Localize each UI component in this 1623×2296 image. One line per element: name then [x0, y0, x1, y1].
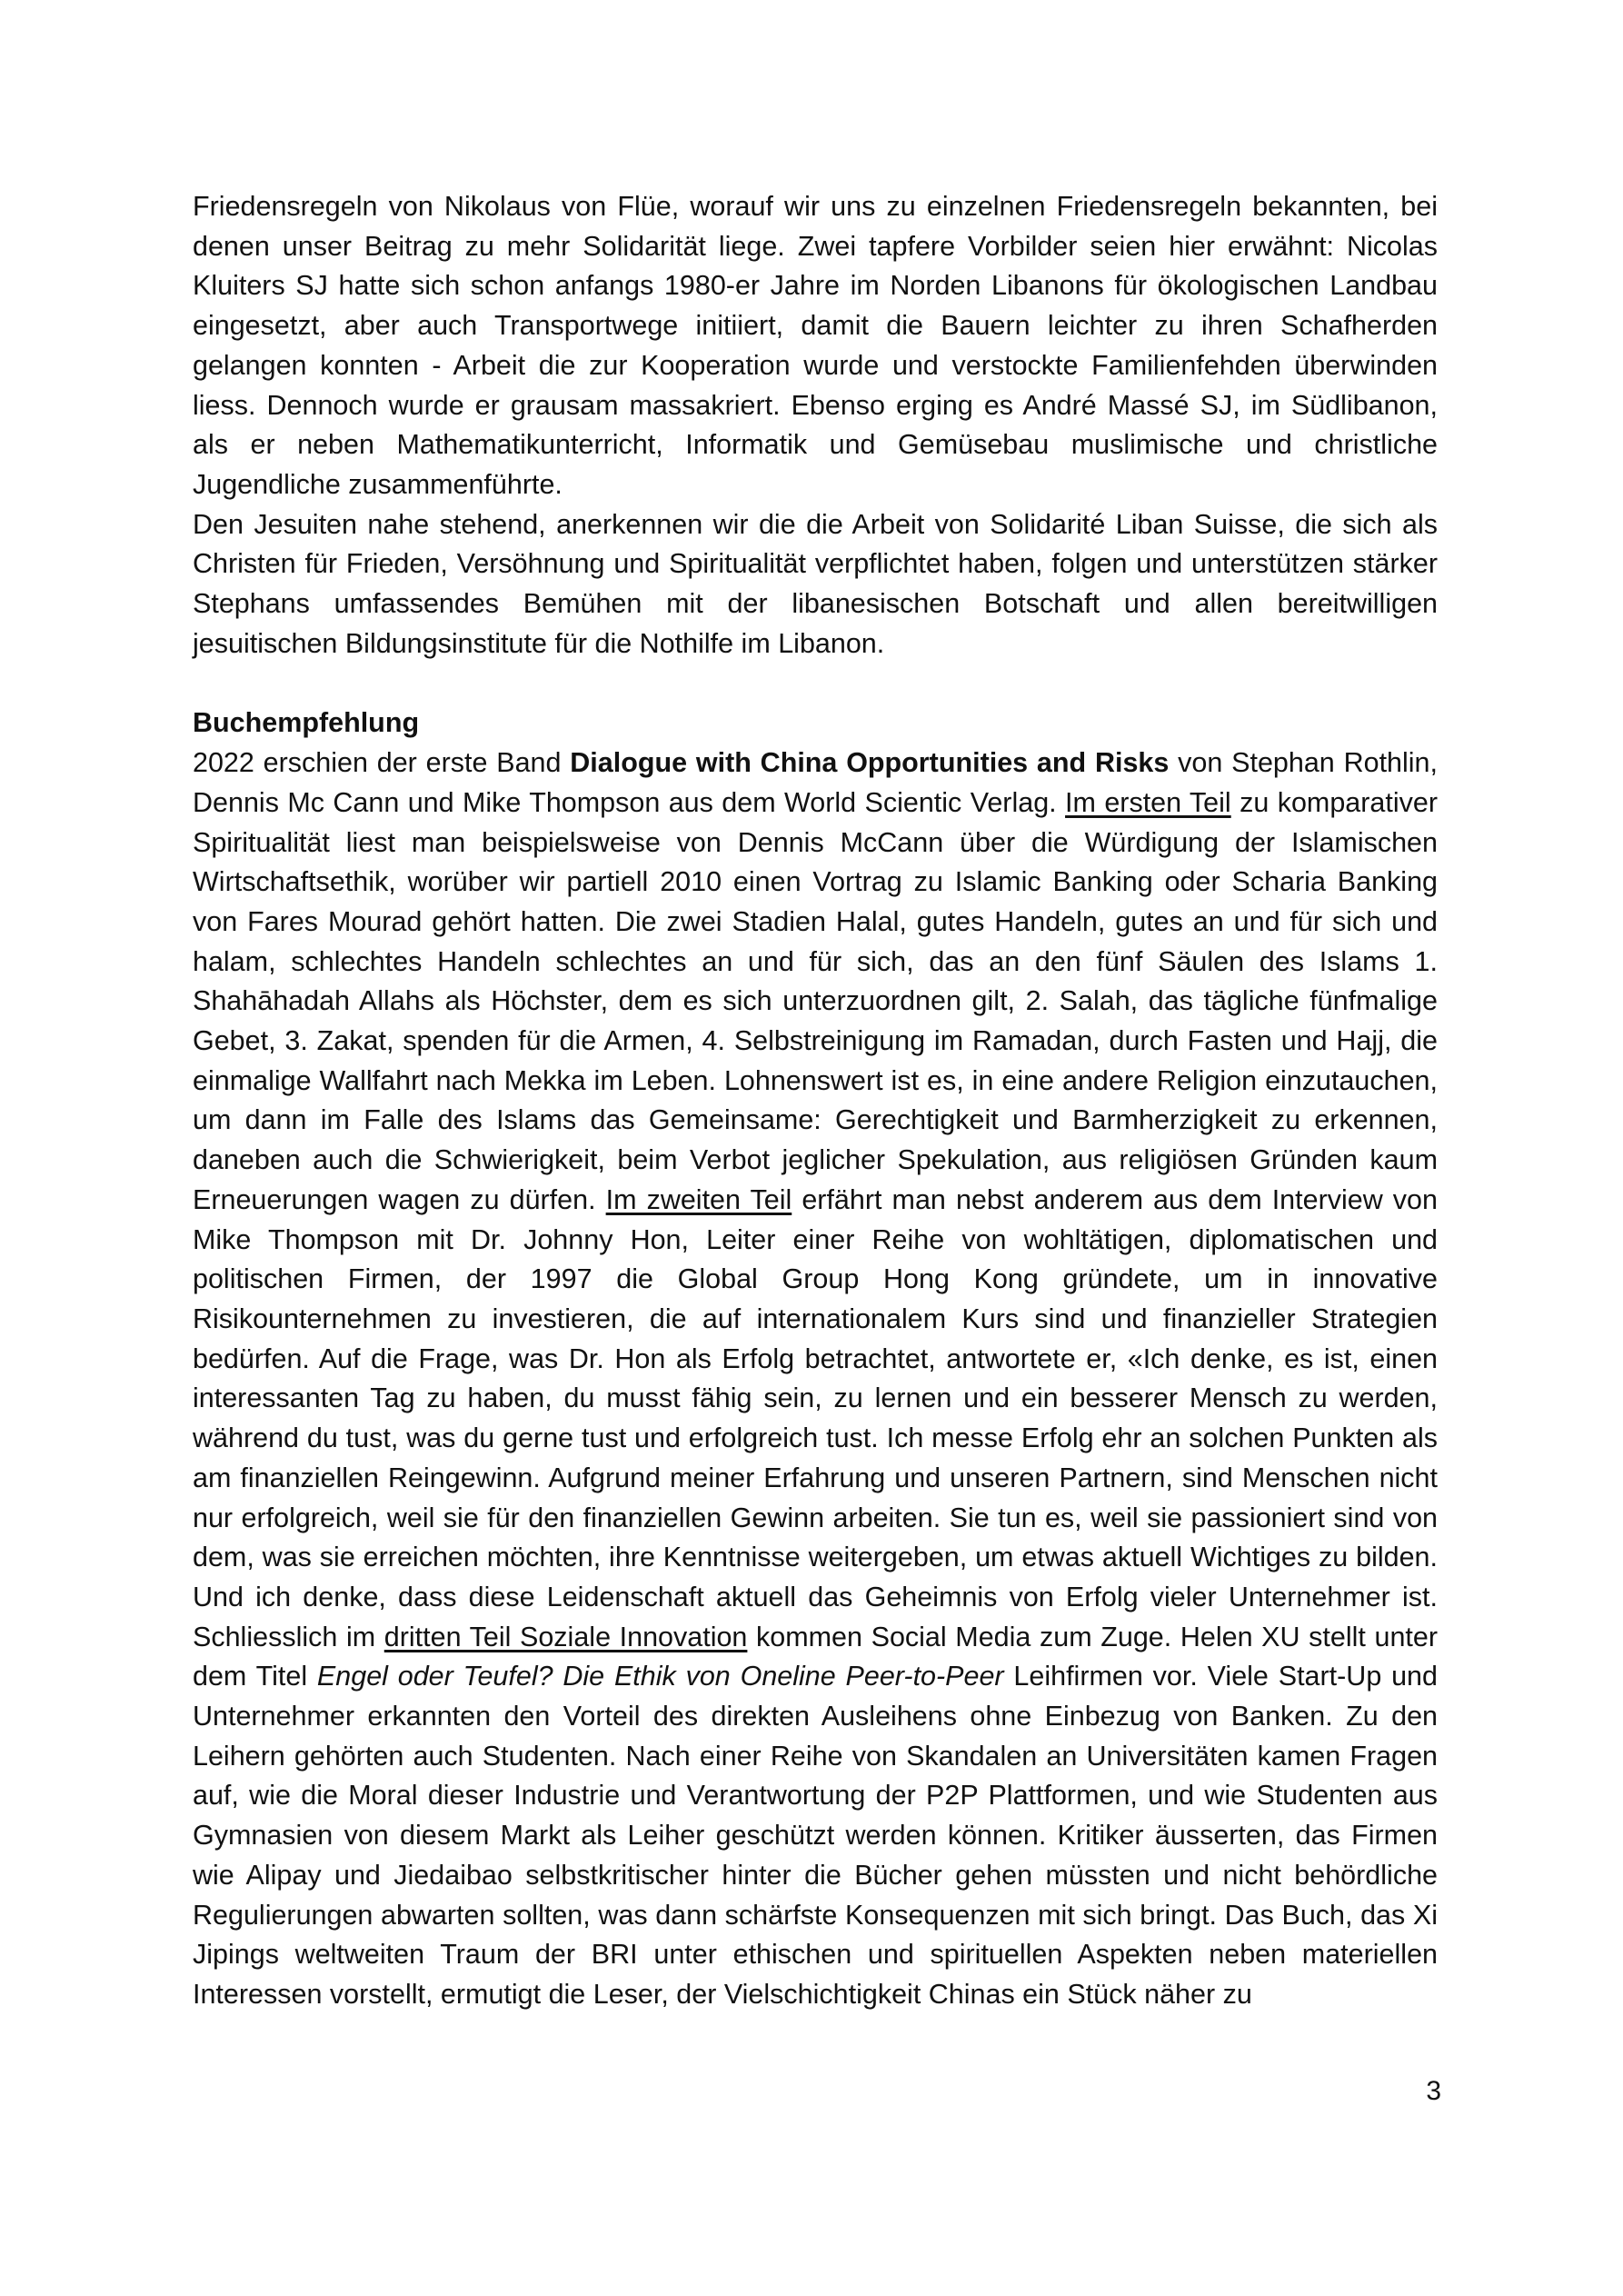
book-title: Dialogue with China Opportunities and Risks — [570, 747, 1170, 779]
text-segment: kommen Social Media zum Zuge. Helen XU stellt unter dem Titel — [193, 1621, 1439, 1692]
text-segment: 2022 erschien der erste Band — [193, 747, 571, 779]
text-segment: von Stephan Rothlin, Dennis Mc Cann und Mike Thompson aus dem World Scientic Verlag. — [193, 747, 1438, 818]
paragraph-book-recommendation — [193, 744, 1438, 2015]
underlined-part-two: Im zweiten Teil — [605, 1183, 792, 1215]
italic-article-title: Engel oder Teufel? Die Ethik von Oneline Peer-to-Peer — [316, 1661, 1004, 1692]
section-heading: Buchempfehlung — [193, 707, 420, 739]
page-number: 3 — [1426, 2076, 1441, 2106]
paragraph-jesuiten: Den Jesuiten nahe stehend, anerkennen wir die die Arbeit von Solidarité Liban Suisse, die sich als Christen für Frieden, Versöhnung und Spiritualität verpflichtet haben, folgen und unterstützen stärker Stephans umfassendes Bemühen mit der libanesischen Botschaft und allen bereitwilligen jesuitischen Bildungsinstitute für die Nothilfe im Libanon. — [193, 508, 1438, 659]
paragraph-spacer — [193, 664, 1438, 704]
page-content — [193, 187, 1438, 2015]
underlined-part-three: dritten Teil Soziale Innovation — [383, 1621, 748, 1652]
paragraph-friedensregeln: Friedensregeln von Nikolaus von Flüe, worauf wir uns zu einzelnen Friedensregeln bekannten, bei denen unser Beitrag zu mehr Solidarität liege. Zwei tapfere Vorbilder seien hier erwähnt: Nicolas Kluiters SJ hatte sich schon anfangs 1980-er Jahre im Norden Libanons für ökologischen Landbau eingesetzt, aber auch Transportwege initiiert, damit die Bauern leichter zu ihren Schafherden gelangen konnten - Arbeit die zur Kooperation wurde und verstockte Familienfehden überwinden liess. Dennoch wurde er grausam massakriert. Ebenso erging es André Massé SJ, im Südlibanon, als er neben Mathematikunterricht, Informatik und Gemüsebau muslimische und christliche Jugendliche zusammenführte. — [193, 191, 1438, 500]
text-segment: zu komparativer Spiritualität liest man beispielsweise von Dennis McCann über die Würdigung der Islamischen Wirtschaftsethik, worüber wir partiell 2010 einen Vortrag zu Islamic Banking oder Scharia Banking von Fares Mourad gehört hatten. Die zwei Stadien Halal, gutes Handeln, gutes an und für sich und halam, schlechtes Handeln schlechtes an und für sich, das an den fünf Säulen des Islams 1. Shahāhadah Allahs als Höchster, dem es sich unterzuordnen gilt, 2. Salah, das tägliche fünfmalige Gebet, 3. Zakat, spenden für die Armen, 4. Selbstreinigung im Ramadan, durch Fasten und Hajj, die einmalige Wallfahrt nach Mekka im Leben. Lohnenswert ist es, in eine andere Religion einzutauchen, um dann im Falle des Islams das Gemeinsame: Gerechtigkeit und Barmherzigkeit zu erkennen, daneben auch die Schwierigkeit, beim Verbot jeglicher Spekulation, aus religiösen Gründen kaum Erneuerungen wagen zu dürfen. — [193, 786, 1438, 1215]
text-segment: erfährt man nebst anderem aus dem Interview von Mike Thompson mit Dr. Johnny Hon, Leiter einer Reihe von wohltätigen, diplomatischen und politischen Firmen, der 1997 die Global Group Hong Kong gründete, um in innovative Risikounternehmen zu investieren, die auf internationalem Kurs sind und finanzieller Strategien bedürfen. Auf die Frage, was Dr. Hon als Erfolg betrachtet, antwortete er, «Ich denke, es ist, einen interessanten Tag zu haben, du musst fähig sein, zu lernen und ein besserer Mensch zu werden, während du tust, was du gerne tust und erfolgreich tust. Ich messe Erfolg ehr an solchen Punkten als am finanziellen Reingewinn. Aufgrund meiner Erfahrung und unseren Partnern, sind Menschen nicht nur erfolgreich, weil sie für den finanziellen Gewinn arbeiten. Sie tun es, weil sie passioniert sind von dem, was sie erreichen möchten, ihre Kenntnisse weitergeben, um etwas aktuell Wichtiges zu bilden. Und ich denke, dass diese Leidenschaft aktuell das Geheimnis von Erfolg vieler Unternehmer ist. Schliesslich im — [193, 1183, 1438, 1652]
underlined-part-one: Im ersten Teil — [1065, 786, 1231, 818]
text-segment: Leihfirmen vor. Viele Start-Up und Unternehmer erkannten den Vorteil des direkten Ausleihens ohne Einbezug von Banken. Zu den Leihern gehörten auch Studenten. Nach einer Reihe von Skandalen an Universitäten kamen Fragen auf, wie die Moral dieser Industrie und Verantwortung der P2P Plattformen, und wie Studenten aus Gymnasien von diesem Markt als Leiher geschützt werden können. Kritiker äusserten, das Firmen wie Alipay und Jiedaibao selbstkritischer hinter die Bücher gehen müssten und nicht behördliche Regulierungen abwarten sollten, was dann schärfste Konsequenzen mit sich bringt. Das Buch, das Xi Jipings weltweiten Traum der BRI unter ethischen und spirituellen Aspekten neben materiellen Interessen vorstellt, ermutigt die Leser, der Vielschichtigkeit Chinas ein Stück näher zu — [193, 1661, 1438, 2010]
